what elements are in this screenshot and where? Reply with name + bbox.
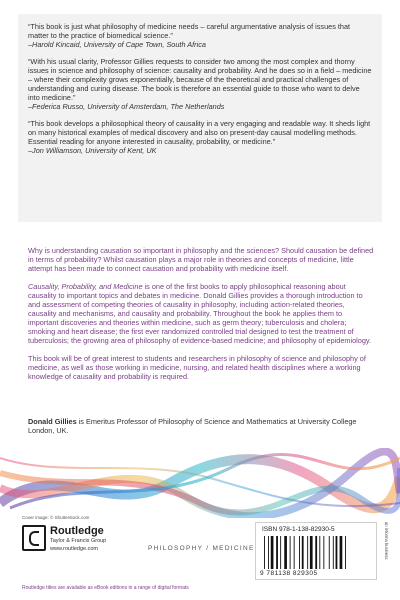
book-description — [28, 246, 374, 390]
subject-category: PHILOSOPHY / MEDICINE — [148, 545, 255, 552]
informa-side-text: an informa business — [384, 522, 389, 560]
endorsement-2 — [28, 57, 372, 111]
ebook-availability-note: Routledge titles are available as eBook editions in a range of digital formats — [22, 585, 189, 591]
endorsement-attribution: –Federica Russo, University of Amsterdam, The Netherlands — [28, 102, 225, 111]
endorsement-attribution: –Jon Williamson, University of Kent, UK — [28, 146, 157, 155]
publisher-name: Routledge — [50, 525, 104, 537]
endorsement-text: “With his usual clarity, Professor Gillies requests to consider two among the most complex and thorny issues in science and philosophy of science: causality and probability. And he does so in a field – medicine – where their complexity grows exponentially, because of the theoretical and practical challenges of understanding and curing disease. The book is therefore an essential guide to those who want to delve into medicine.” — [28, 57, 372, 102]
publisher-logo — [22, 525, 112, 555]
book-title-italic: Causality, Probability, and Medicine — [28, 282, 143, 291]
author-name: Donald Gillies — [28, 417, 77, 426]
description-body-paragraph — [28, 282, 374, 345]
author-bio — [28, 417, 374, 435]
endorsement-1 — [28, 22, 372, 49]
isbn-barcode — [255, 522, 377, 580]
barcode-number: 9 781138 829305 — [260, 570, 318, 577]
routledge-logo-icon — [22, 525, 46, 551]
endorsements-box — [18, 14, 382, 222]
publisher-group: Taylor & Francis Group — [50, 538, 107, 544]
endorsement-text: “This book is just what philosophy of medicine needs – careful argumentative analysis of issues that matter to the practice of biomedical science.” — [28, 22, 351, 40]
decorative-swirl-image — [0, 448, 400, 518]
description-body: is one of the first books to apply philosophical reasoning about causality to important topics and debates in medicine. Donald Gillies provides a thorough introduction to and assessment of competing theories of causality in philosophy, including action-related theories, causality and mechanisms, and causality and probability. Throughout the book he applies them to important discoveries and theories within medicine, such as germ theory; tuberculosis and cholera; smoking and heart disease; the first ever randomized controlled trial designed to test the treatment of tuberculosis; the growing area of philosophy of evidence-based medicine; and philosophy of epidemiology. — [28, 282, 372, 345]
endorsement-3 — [28, 119, 372, 155]
author-bio-text: is Emeritus Professor of Philosophy of Science and Mathematics at University College London, UK. — [28, 417, 357, 435]
endorsement-attribution: –Harold Kincaid, University of Cape Town, South Africa — [28, 40, 206, 49]
cover-image-credit: Cover image: © Shutterstock.com — [22, 515, 90, 520]
publisher-url: www.routledge.com — [50, 546, 98, 552]
description-audience: This book will be of great interest to students and researchers in philosophy of science and philosophy of medicine, as well as those working in medicine, nursing, and related health disciplines where a working knowledge of causality and probability is required. — [28, 354, 366, 381]
endorsement-text: “This book develops a philosophical theory of causality in a very engaging and readable way. It sheds light on many historical examples of medical discovery and also on present-day causal modelling methods. Essential reading for anyone interested in causality, probability, or medicine.” — [28, 119, 371, 146]
description-intro: Why is understanding causation so important in philosophy and the sciences? Should causation be defined in terms of probability? Whilst causation plays a major role in theories and concepts of medicine, little attempt has been made to connect causation and probability with medicine itself. — [28, 246, 374, 273]
isbn-label: ISBN 978-1-138-82930-5 — [262, 526, 335, 533]
barcode-image — [264, 536, 370, 569]
